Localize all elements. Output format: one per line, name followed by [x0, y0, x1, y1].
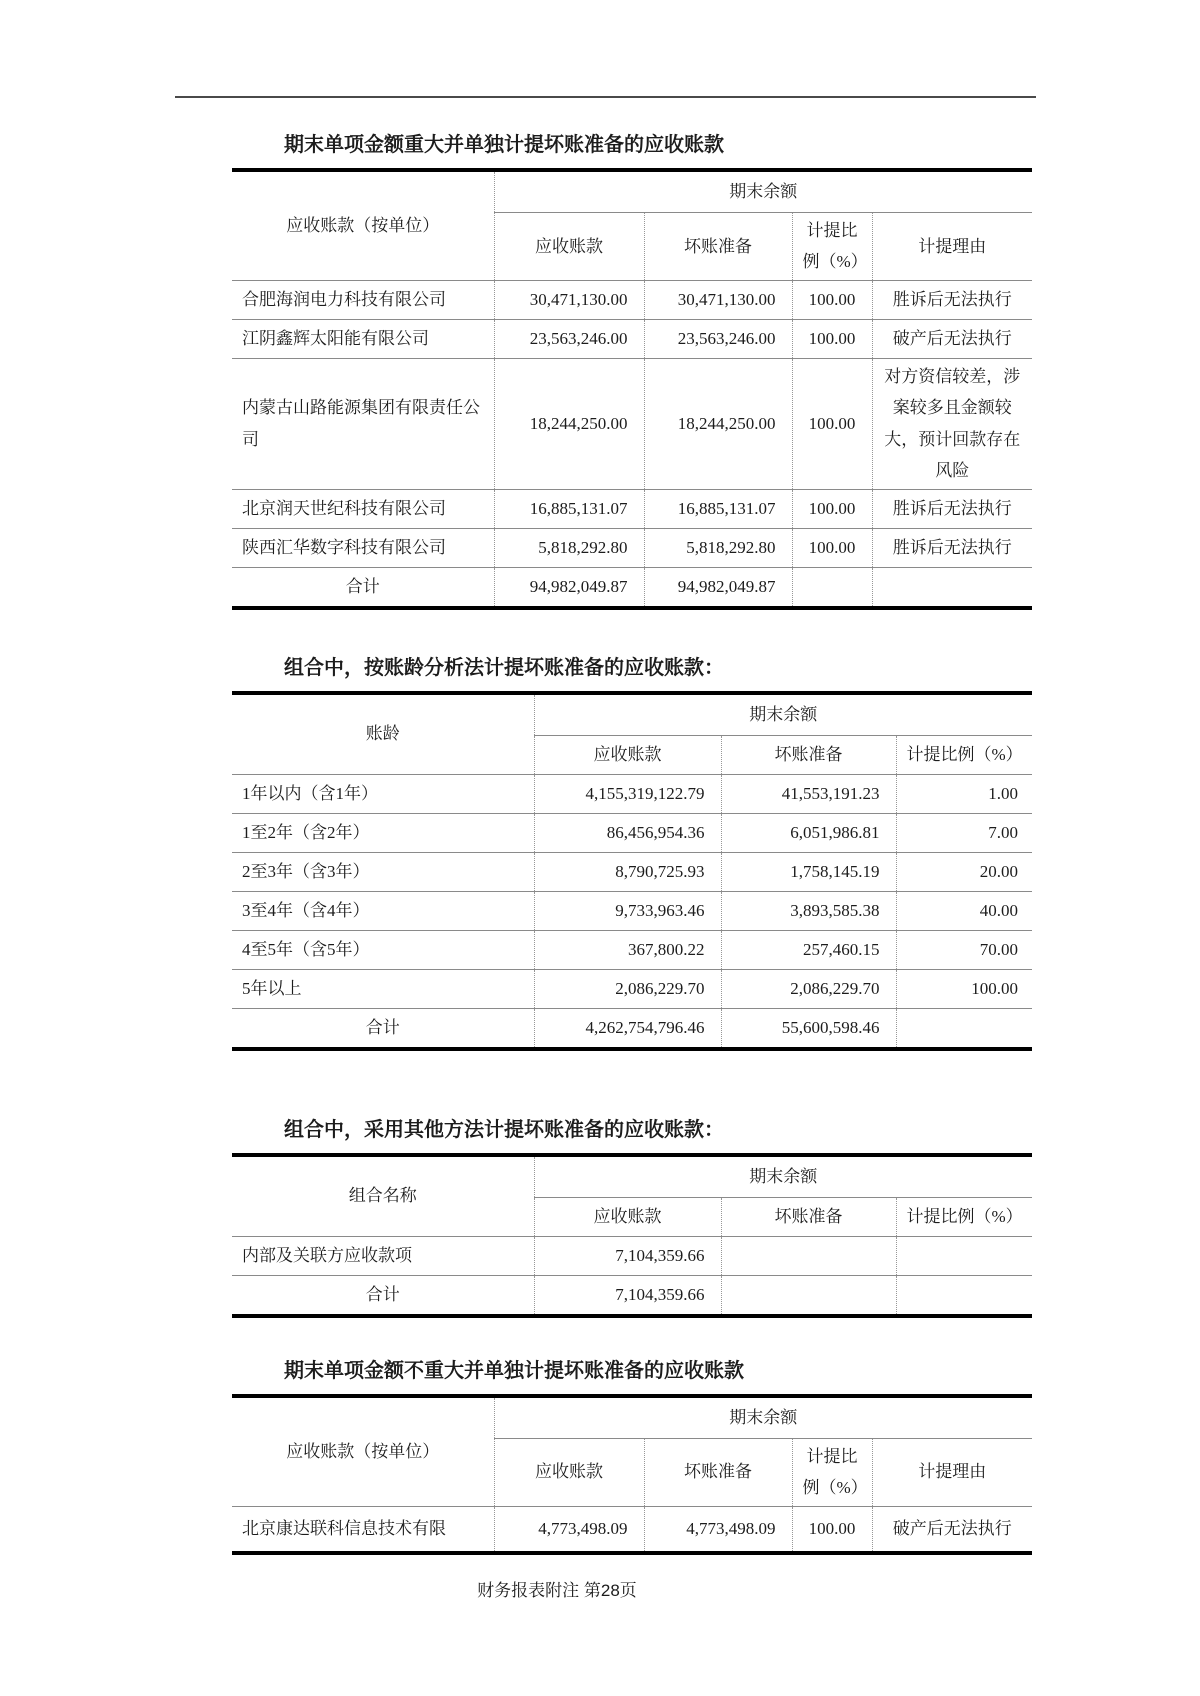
ratio-cell: 70.00: [896, 930, 1032, 969]
table-row: [232, 930, 1032, 969]
other-method-table: [232, 1153, 1032, 1318]
table-row: [232, 891, 1032, 930]
section-title-insignificant: 期末单项金额不重大并单独计提坏账准备的应收账款: [284, 1359, 744, 1382]
section-title-significant: 期末单项金额重大并单独计提坏账准备的应收账款: [284, 134, 724, 156]
total-bad-debt-cell: [721, 1275, 896, 1316]
total-bad-debt-cell: 55,600,598.46: [721, 1008, 896, 1049]
aging-cell: 5年以上: [232, 969, 534, 1008]
table-row: [232, 1236, 1032, 1275]
period-end-balance-header: 期末余额: [494, 1396, 1032, 1439]
receivable-cell: 9,733,963.46: [534, 891, 721, 930]
total-receivable-cell: 4,262,754,796.46: [534, 1008, 721, 1049]
period-end-balance-header: 期末余额: [534, 1155, 1032, 1198]
bad-debt-column-header: 坏账准备: [644, 213, 792, 281]
total-row: [232, 1275, 1032, 1316]
page-footer: 财务报表附注 第28页: [477, 1581, 637, 1600]
aging-cell: 4至5年（含5年）: [232, 930, 534, 969]
receivable-cell: 23,563,246.00: [494, 319, 644, 358]
table-row: [232, 280, 1032, 319]
bad-debt-cell: 18,244,250.00: [644, 358, 792, 489]
ratio-column-header: 计提比例（%）: [792, 213, 872, 281]
entity-cell: 北京润天世纪科技有限公司: [232, 489, 494, 528]
total-row: [232, 1008, 1032, 1049]
ratio-cell: 100.00: [792, 528, 872, 567]
total-row: [232, 567, 1032, 608]
receivable-column-header: 应收账款: [534, 735, 721, 774]
portfolio-name-cell: 内部及关联方应收款项: [232, 1236, 534, 1275]
bad-debt-cell: 16,885,131.07: [644, 489, 792, 528]
ratio-cell: 100.00: [792, 358, 872, 489]
entity-cell: 江阴鑫辉太阳能有限公司: [232, 319, 494, 358]
ratio-cell: [896, 1236, 1032, 1275]
bad-debt-cell: 6,051,986.81: [721, 813, 896, 852]
bad-debt-cell: 1,758,145.19: [721, 852, 896, 891]
total-label: 合计: [232, 1275, 534, 1316]
bad-debt-column-header: 坏账准备: [721, 735, 896, 774]
ratio-cell: 40.00: [896, 891, 1032, 930]
bad-debt-cell: 23,563,246.00: [644, 319, 792, 358]
total-receivable-cell: 94,982,049.87: [494, 567, 644, 608]
total-bad-debt-cell: 94,982,049.87: [644, 567, 792, 608]
section-title-other-method: 组合中，采用其他方法计提坏账准备的应收账款：: [284, 1118, 724, 1141]
ratio-column-header: 计提比例（%）: [896, 1197, 1032, 1236]
ratio-cell: 100.00: [792, 1506, 872, 1553]
bad-debt-cell: 2,086,229.70: [721, 969, 896, 1008]
header-group-row: [232, 170, 1032, 213]
table-row: [232, 1506, 1032, 1553]
reason-cell: 胜诉后无法执行: [872, 489, 1032, 528]
table-row: [232, 528, 1032, 567]
aging-column-header: 账龄: [232, 693, 534, 775]
page-header-rule: [175, 96, 1036, 98]
insignificant-receivables-table: [232, 1394, 1032, 1555]
ratio-cell: 100.00: [792, 319, 872, 358]
reason-cell: 破产后无法执行: [872, 1506, 1032, 1553]
bad-debt-cell: [721, 1236, 896, 1275]
reason-cell: 胜诉后无法执行: [872, 528, 1032, 567]
receivable-column-header: 应收账款: [494, 1438, 644, 1506]
entity-cell: 内蒙古山路能源集团有限责任公司: [232, 358, 494, 489]
bad-debt-cell: 5,818,292.80: [644, 528, 792, 567]
page-content: [232, 132, 1032, 1555]
bad-debt-column-header: 坏账准备: [721, 1197, 896, 1236]
receivable-cell: 367,800.22: [534, 930, 721, 969]
header-group-row: [232, 693, 1032, 736]
receivable-cell: 4,773,498.09: [494, 1506, 644, 1553]
bad-debt-cell: 4,773,498.09: [644, 1506, 792, 1553]
header-group-row: [232, 1155, 1032, 1198]
ratio-cell: 100.00: [896, 969, 1032, 1008]
ratio-cell: 100.00: [792, 280, 872, 319]
receivable-cell: 2,086,229.70: [534, 969, 721, 1008]
receivable-cell: 16,885,131.07: [494, 489, 644, 528]
table-row: [232, 489, 1032, 528]
table-row: [232, 969, 1032, 1008]
aging-cell: 3至4年（含4年）: [232, 891, 534, 930]
total-receivable-cell: 7,104,359.66: [534, 1275, 721, 1316]
total-ratio-cell: [896, 1008, 1032, 1049]
reason-cell: 破产后无法执行: [872, 319, 1032, 358]
receivable-column-header: 应收账款: [494, 213, 644, 281]
ratio-cell: 20.00: [896, 852, 1032, 891]
bad-debt-column-header: 坏账准备: [644, 1438, 792, 1506]
ratio-column-header: 计提比例（%）: [792, 1438, 872, 1506]
entity-column-header: 应收账款（按单位）: [232, 170, 494, 280]
table-row: [232, 358, 1032, 489]
receivable-cell: 4,155,319,122.79: [534, 774, 721, 813]
ratio-cell: 1.00: [896, 774, 1032, 813]
total-label: 合计: [232, 1008, 534, 1049]
table-row: [232, 774, 1032, 813]
entity-cell: 北京康达联科信息技术有限: [232, 1506, 494, 1553]
receivable-cell: 7,104,359.66: [534, 1236, 721, 1275]
total-ratio-cell: [792, 567, 872, 608]
receivable-cell: 18,244,250.00: [494, 358, 644, 489]
significant-receivables-table: [232, 168, 1032, 610]
entity-cell: 合肥海润电力科技有限公司: [232, 280, 494, 319]
section-title-aging: 组合中，按账龄分析法计提坏账准备的应收账款：: [284, 656, 724, 679]
table-row: [232, 319, 1032, 358]
reason-cell: 对方资信较差，涉案较多且金额较大，预计回款存在风险: [872, 358, 1032, 489]
ratio-column-header: 计提比例（%）: [896, 735, 1032, 774]
bad-debt-cell: 30,471,130.00: [644, 280, 792, 319]
bad-debt-cell: 3,893,585.38: [721, 891, 896, 930]
ratio-cell: 100.00: [792, 489, 872, 528]
total-reason-cell: [872, 567, 1032, 608]
aging-cell: 1年以内（含1年）: [232, 774, 534, 813]
receivable-cell: 86,456,954.36: [534, 813, 721, 852]
reason-column-header: 计提理由: [872, 213, 1032, 281]
total-ratio-cell: [896, 1275, 1032, 1316]
aging-cell: 1至2年（含2年）: [232, 813, 534, 852]
ratio-cell: 7.00: [896, 813, 1032, 852]
receivable-cell: 5,818,292.80: [494, 528, 644, 567]
table-row: [232, 852, 1032, 891]
bad-debt-cell: 257,460.15: [721, 930, 896, 969]
portfolio-name-header: 组合名称: [232, 1155, 534, 1237]
receivable-column-header: 应收账款: [534, 1197, 721, 1236]
receivable-cell: 8,790,725.93: [534, 852, 721, 891]
entity-column-header: 应收账款（按单位）: [232, 1396, 494, 1506]
header-group-row: [232, 1396, 1032, 1439]
reason-column-header: 计提理由: [872, 1438, 1032, 1506]
receivable-cell: 30,471,130.00: [494, 280, 644, 319]
total-label: 合计: [232, 567, 494, 608]
period-end-balance-header: 期末余额: [534, 693, 1032, 736]
bad-debt-cell: 41,553,191.23: [721, 774, 896, 813]
aging-cell: 2至3年（含3年）: [232, 852, 534, 891]
period-end-balance-header: 期末余额: [494, 170, 1032, 213]
reason-cell: 胜诉后无法执行: [872, 280, 1032, 319]
aging-analysis-table: [232, 691, 1032, 1051]
table-row: [232, 813, 1032, 852]
entity-cell: 陕西汇华数字科技有限公司: [232, 528, 494, 567]
